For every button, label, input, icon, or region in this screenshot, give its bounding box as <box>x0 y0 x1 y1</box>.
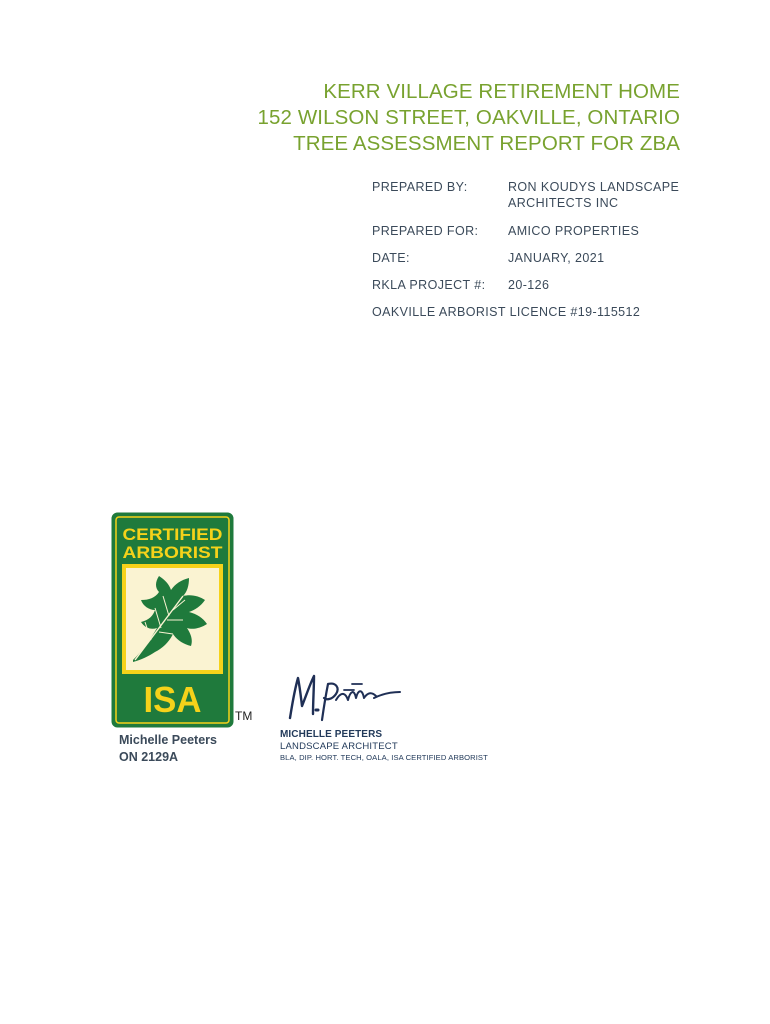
title-line-address: 152 WILSON STREET, OAKVILLE, ONTARIO <box>257 106 680 129</box>
prepared-for-row <box>372 223 640 239</box>
signatory-name: MICHELLE PEETERS <box>280 729 383 740</box>
trademark-symbol: TM <box>235 709 253 723</box>
project-number-value: 20-126 <box>508 278 550 292</box>
prepared-by-row <box>372 179 680 210</box>
prepared-for-label: PREPARED FOR: <box>372 224 479 238</box>
holder-id: ON 2129A <box>119 750 179 764</box>
date-value: JANUARY, 2021 <box>508 251 605 265</box>
project-number-label: RKLA PROJECT #: <box>372 278 486 292</box>
badge-certified-text: CERTIFIED <box>122 525 223 544</box>
isa-certified-arborist-badge <box>111 512 234 728</box>
project-number-row <box>372 277 550 293</box>
date-label: DATE: <box>372 251 410 265</box>
prepared-by-value-line2: ARCHITECTS INC <box>508 196 619 210</box>
holder-name: Michelle Peeters <box>119 733 217 747</box>
report-title <box>258 79 680 157</box>
badge-isa-text: ISA <box>143 679 202 720</box>
handwritten-signature <box>286 670 404 726</box>
title-line-report: TREE ASSESSMENT REPORT FOR ZBA <box>293 132 680 155</box>
title-line-project: KERR VILLAGE RETIREMENT HOME <box>323 80 680 103</box>
signatory-title: LANDSCAPE ARCHITECT <box>280 741 398 752</box>
badge-arborist-text: ARBORIST <box>122 543 224 562</box>
signatory-credentials: BLA, DIP. HORT. TECH, OALA, ISA CERTIFIED ARBORIST <box>280 753 488 762</box>
date-row <box>372 250 605 266</box>
prepared-by-label: PREPARED BY: <box>372 180 468 194</box>
prepared-by-value <box>508 179 679 211</box>
certificate-holder <box>119 732 217 766</box>
prepared-by-value-line1: RON KOUDYS LANDSCAPE <box>508 180 680 194</box>
arborist-licence: OAKVILLE ARBORIST LICENCE #19-115512 <box>372 305 641 319</box>
prepared-for-value: AMICO PROPERTIES <box>508 224 640 238</box>
